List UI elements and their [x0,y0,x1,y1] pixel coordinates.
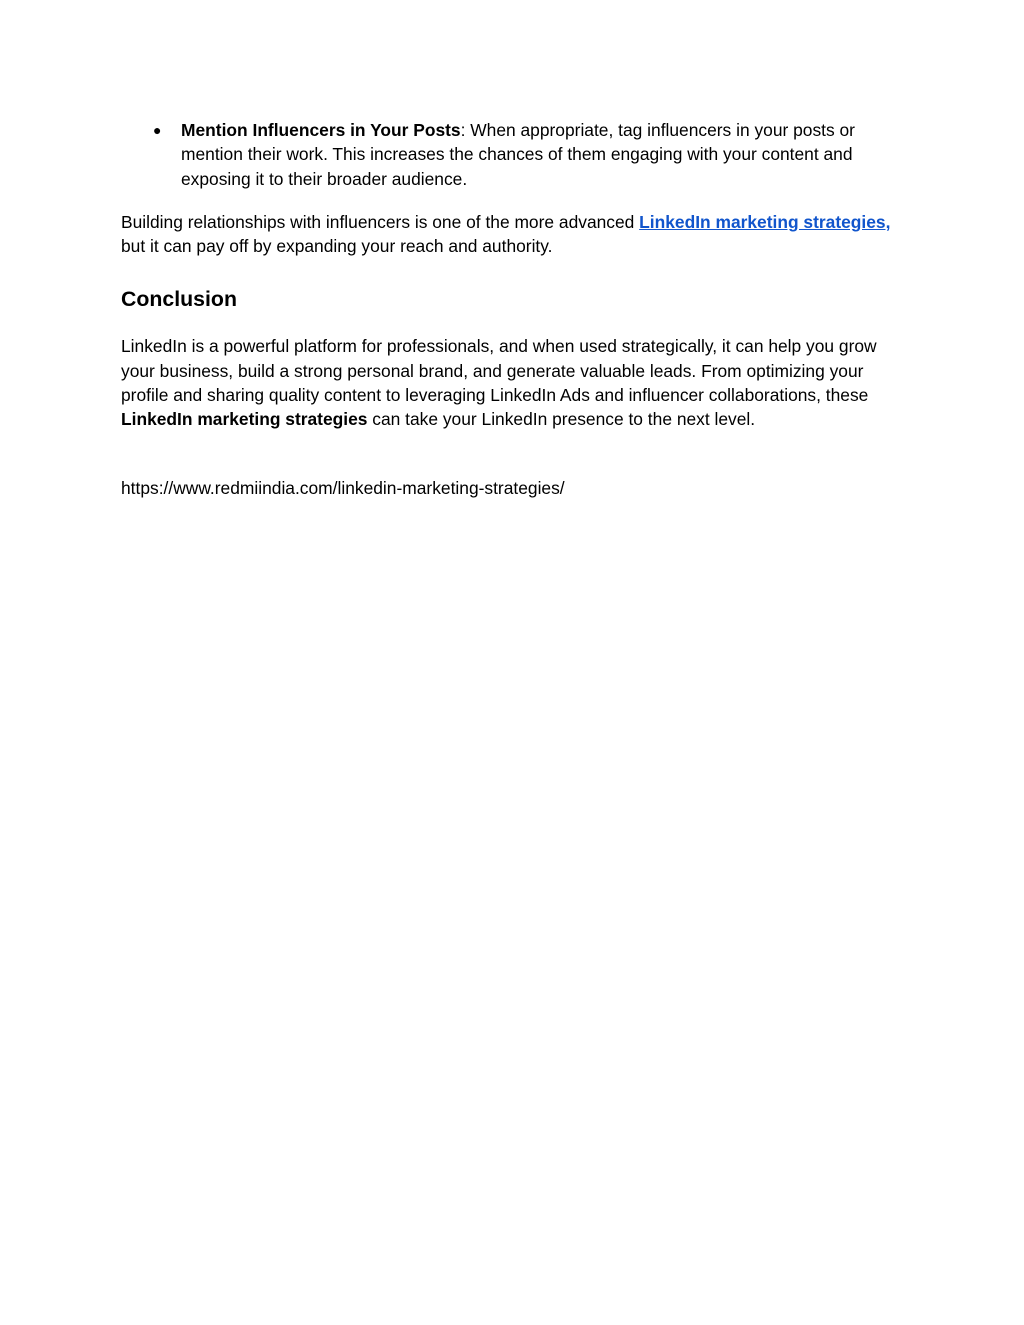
document-content [121,118,901,500]
linkedin-strategies-link[interactable]: LinkedIn marketing strategies, [639,211,891,232]
conclusion-text-before: LinkedIn is a powerful platform for professionals, and when used strategically, it can help you grow your business, build a strong personal brand, and generate valuable leads. From optimizing your profile and sharing quality content to leveraging LinkedIn Ads and influencer collaborations, these [121,336,877,406]
bullet-list [121,118,901,191]
relationship-paragraph [121,210,901,259]
conclusion-paragraph [121,334,901,431]
source-url: https://www.redmiindia.com/linkedin-marketing-strategies/ [121,477,565,498]
bullet-bold-lead: Mention Influencers in Your Posts [181,120,461,140]
paragraph-text-after: but it can pay off by expanding your reach and authority. [121,236,553,257]
list-item [121,118,901,191]
bullet-text: : When appropriate, tag influencers in your posts or mention their work. This increases the chances of them engaging with your content and exposing it to their broader audience. [181,120,855,189]
paragraph-text-before: Building relationships with influencers is one of the more advanced [121,211,640,232]
conclusion-bold-phrase: LinkedIn marketing strategies [121,409,368,430]
conclusion-text-after: can take your LinkedIn presence to the next level. [367,409,756,430]
conclusion-heading: Conclusion [121,287,237,312]
bullet-dot-icon: ● [153,122,162,138]
